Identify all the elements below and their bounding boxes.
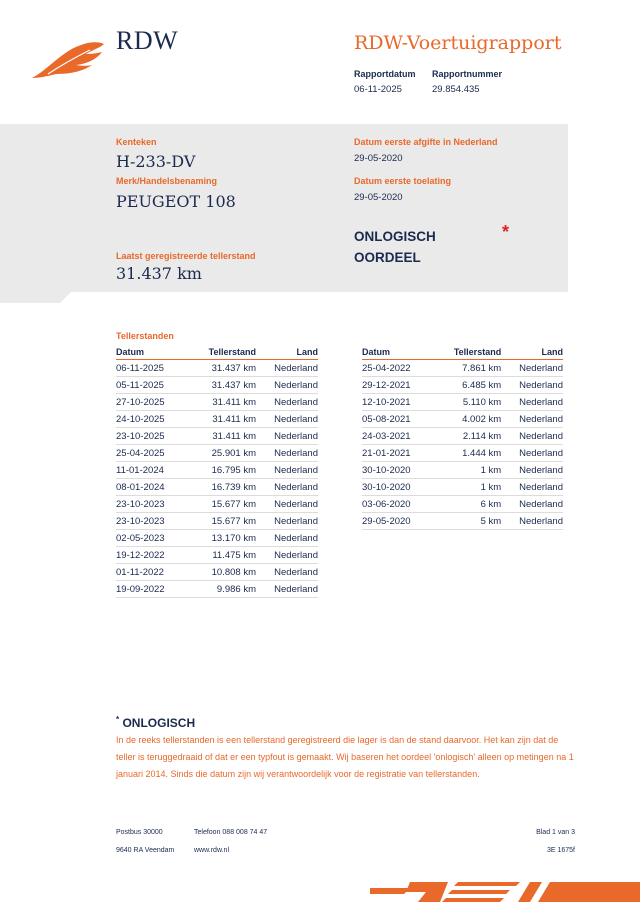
cell-reading: 5.110 km — [439, 394, 501, 411]
table-row — [116, 377, 318, 394]
cell-reading: 1 km — [439, 479, 501, 496]
cell-reading: 1 km — [439, 462, 501, 479]
cell-country: Nederland — [256, 564, 318, 581]
cell-date: 03-06-2020 — [362, 496, 439, 513]
cell-country: Nederland — [501, 411, 563, 428]
readings-table-right — [362, 345, 563, 530]
make-value: PEUGEOT 108 — [116, 192, 236, 211]
first-issue-label: Datum eerste afgifte in Nederland — [354, 137, 498, 147]
cell-country: Nederland — [256, 496, 318, 513]
rdw-logo-icon — [30, 38, 106, 82]
cell-date: 24-10-2025 — [116, 411, 194, 428]
cell-date: 27-10-2025 — [116, 394, 194, 411]
cell-country: Nederland — [256, 479, 318, 496]
cell-reading: 31.437 km — [194, 360, 256, 377]
verdict-asterisk-icon: * — [502, 222, 510, 242]
cell-country: Nederland — [501, 428, 563, 445]
cell-reading: 6 km — [439, 496, 501, 513]
cell-reading: 31.437 km — [194, 377, 256, 394]
cell-date: 12-10-2021 — [362, 394, 439, 411]
cell-reading: 25.901 km — [194, 445, 256, 462]
footer-website: www.rdw.nl — [194, 847, 230, 854]
plate-value: H-233-DV — [116, 152, 196, 171]
column-header-date: Datum — [116, 345, 194, 360]
verdict-line-1: ONLOGISCH — [354, 229, 436, 244]
note-title-text: ONLOGISCH — [122, 716, 196, 730]
report-date-label: Rapportdatum — [354, 69, 416, 79]
cell-country: Nederland — [256, 360, 318, 377]
cell-country: Nederland — [256, 377, 318, 394]
cell-country: Nederland — [501, 513, 563, 530]
cell-country: Nederland — [501, 394, 563, 411]
cell-date: 23-10-2023 — [116, 496, 194, 513]
table-row — [362, 394, 563, 411]
cell-date: 08-01-2024 — [116, 479, 194, 496]
cell-reading: 31.411 km — [194, 428, 256, 445]
footer-stripes-decoration — [370, 878, 640, 905]
table-row — [362, 479, 563, 496]
note-text: In de reeks tellerstanden is een tellerstand geregistreerd die lager is dan de stand daarvoor. Het kan zijn dat de teller is teruggedraaid of dat er een typfout is gemaakt. Wij baseren het oordeel 'onlogisch' alleen op metingen na 1 januari 2014. Sinds die datum zijn wij verantwoordelijk voor de registratie van tellerstanden. — [116, 735, 574, 779]
cell-country: Nederland — [256, 411, 318, 428]
cell-country: Nederland — [501, 377, 563, 394]
cell-date: 23-10-2023 — [116, 513, 194, 530]
cell-date: 19-12-2022 — [116, 547, 194, 564]
column-header-reading: Tellerstand — [194, 345, 256, 360]
table-row — [116, 547, 318, 564]
cell-reading: 1.444 km — [439, 445, 501, 462]
report-title: RDW-Voertuigrapport — [354, 32, 562, 54]
cell-reading: 13.170 km — [194, 530, 256, 547]
readings-heading: Tellerstanden — [116, 331, 174, 341]
table-row — [116, 411, 318, 428]
cell-date: 24-03-2021 — [362, 428, 439, 445]
cell-date: 29-12-2021 — [362, 377, 439, 394]
cell-date: 06-11-2025 — [116, 360, 194, 377]
cell-country: Nederland — [256, 530, 318, 547]
cell-country: Nederland — [501, 479, 563, 496]
cell-date: 30-10-2020 — [362, 479, 439, 496]
brand-name: RDW — [116, 26, 179, 55]
column-header-date: Datum — [362, 345, 439, 360]
table-row — [116, 360, 318, 377]
footer-po-box: Postbus 30000 — [116, 829, 163, 836]
table-header-row — [362, 345, 563, 360]
table-row — [116, 479, 318, 496]
table-header-row — [116, 345, 318, 360]
cell-country: Nederland — [501, 462, 563, 479]
column-header-country: Land — [256, 345, 318, 360]
cell-reading: 11.475 km — [194, 547, 256, 564]
cell-country: Nederland — [256, 547, 318, 564]
cell-reading: 15.677 km — [194, 496, 256, 513]
cell-country: Nederland — [256, 394, 318, 411]
odometer-value: 31.437 km — [116, 264, 202, 283]
cell-reading: 6.485 km — [439, 377, 501, 394]
plate-label: Kenteken — [116, 137, 157, 147]
cell-reading: 16.739 km — [194, 479, 256, 496]
cell-country: Nederland — [256, 445, 318, 462]
cell-reading: 15.677 km — [194, 513, 256, 530]
table-row — [362, 513, 563, 530]
table-row — [116, 581, 318, 598]
report-date: 06-11-2025 — [354, 84, 402, 95]
note-asterisk: * — [116, 715, 120, 724]
verdict-line-2: OORDEEL — [354, 250, 421, 265]
cell-country: Nederland — [501, 445, 563, 462]
table-row — [116, 496, 318, 513]
cell-reading: 10.808 km — [194, 564, 256, 581]
odometer-label: Laatst geregistreerde tellerstand — [116, 251, 256, 261]
first-admission-value: 29-05-2020 — [354, 192, 403, 203]
table-row — [116, 462, 318, 479]
cell-reading: 4.002 km — [439, 411, 501, 428]
cell-date: 29-05-2020 — [362, 513, 439, 530]
cell-date: 30-10-2020 — [362, 462, 439, 479]
table-row — [116, 428, 318, 445]
cell-reading: 9.986 km — [194, 581, 256, 598]
cell-country: Nederland — [256, 581, 318, 598]
cell-date: 02-05-2023 — [116, 530, 194, 547]
cell-reading: 5 km — [439, 513, 501, 530]
footer-doc-code: 3E 1675f — [546, 847, 575, 854]
cell-reading: 2.114 km — [439, 428, 501, 445]
cell-date: 01-11-2022 — [116, 564, 194, 581]
table-row — [116, 445, 318, 462]
first-admission-label: Datum eerste toelating — [354, 176, 452, 186]
cell-date: 11-01-2024 — [116, 462, 194, 479]
cell-date: 19-09-2022 — [116, 581, 194, 598]
make-label: Merk/Handelsbenaming — [116, 176, 218, 186]
column-header-reading: Tellerstand — [439, 345, 501, 360]
table-row — [362, 411, 563, 428]
cell-country: Nederland — [501, 360, 563, 377]
cell-date: 05-08-2021 — [362, 411, 439, 428]
column-header-country: Land — [501, 345, 563, 360]
cell-reading: 31.411 km — [194, 411, 256, 428]
report-number-label: Rapportnummer — [432, 69, 503, 79]
table-row — [362, 428, 563, 445]
table-row — [116, 513, 318, 530]
table-row — [362, 360, 563, 377]
cell-country: Nederland — [256, 462, 318, 479]
cell-reading: 31.411 km — [194, 394, 256, 411]
cell-date: 05-11-2025 — [116, 377, 194, 394]
note-title — [116, 715, 195, 730]
cell-reading: 7.861 km — [439, 360, 501, 377]
footer-phone: Telefoon 088 008 74 47 — [194, 829, 268, 836]
table-row — [362, 496, 563, 513]
table-row — [116, 394, 318, 411]
first-issue-value: 29-05-2020 — [354, 153, 403, 164]
cell-date: 21-01-2021 — [362, 445, 439, 462]
table-row — [362, 377, 563, 394]
cell-reading: 16.795 km — [194, 462, 256, 479]
verdict — [354, 226, 436, 268]
table-row — [116, 530, 318, 547]
readings-table-left — [116, 345, 318, 598]
report-number: 29.854.435 — [432, 84, 480, 95]
cell-date: 23-10-2025 — [116, 428, 194, 445]
footer-page-number: Blad 1 van 3 — [536, 829, 575, 836]
footer-city: 9640 RA Veendam — [116, 847, 175, 854]
cell-country: Nederland — [501, 496, 563, 513]
table-row — [362, 462, 563, 479]
table-row — [116, 564, 318, 581]
cell-country: Nederland — [256, 428, 318, 445]
cell-date: 25-04-2025 — [116, 445, 194, 462]
panel-notch-decoration — [0, 291, 72, 303]
vehicle-summary-panel — [0, 124, 568, 292]
cell-country: Nederland — [256, 513, 318, 530]
cell-date: 25-04-2022 — [362, 360, 439, 377]
table-row — [362, 445, 563, 462]
